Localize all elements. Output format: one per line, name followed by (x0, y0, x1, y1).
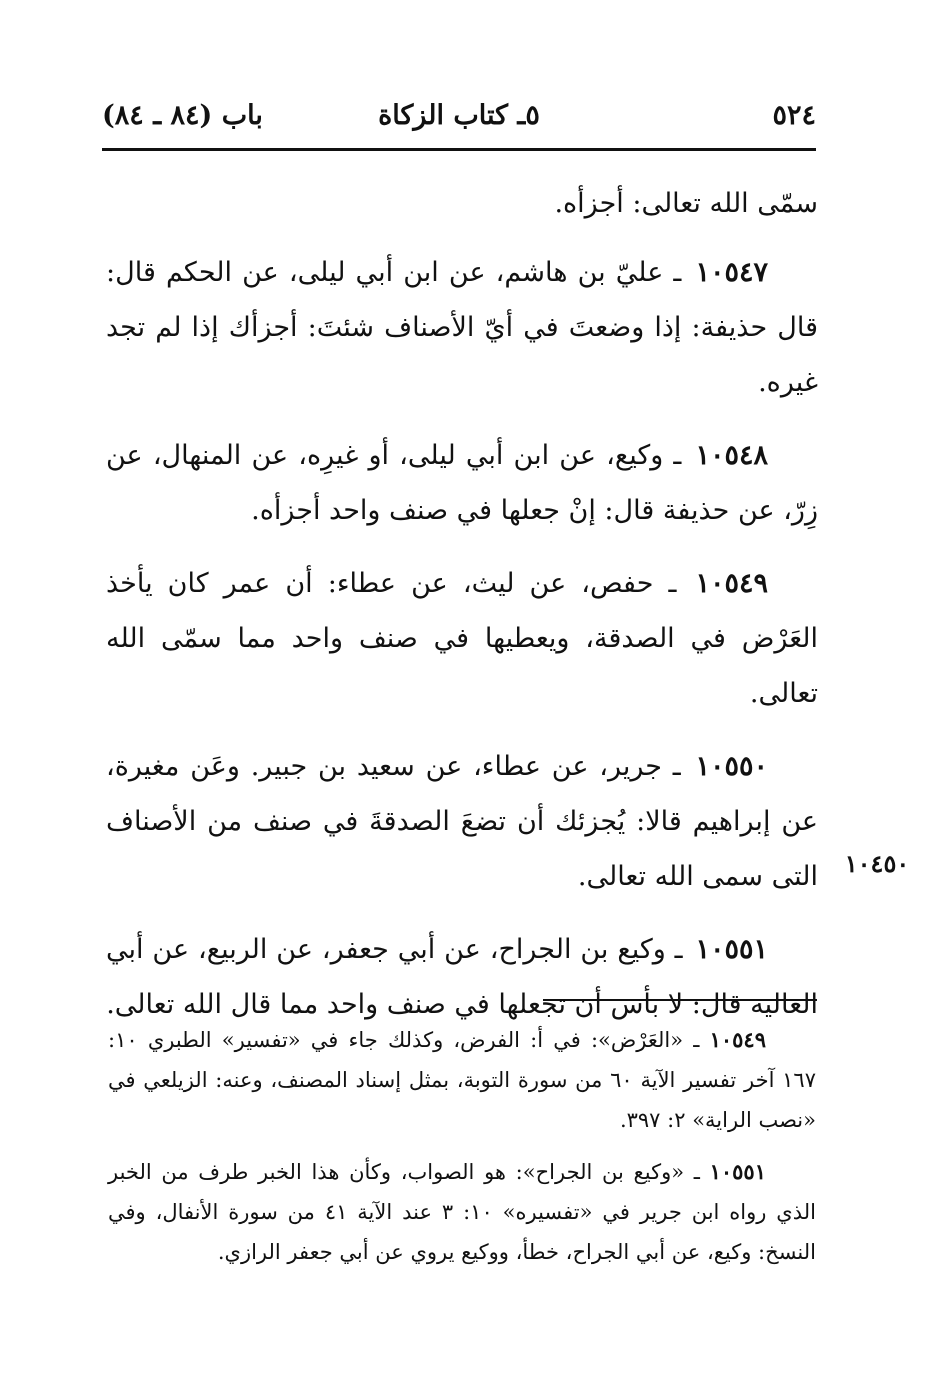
hadith-number: ١٠٥٤٨ (695, 440, 768, 471)
continuation-text: سمّى الله تعالى: أجزأه. (554, 188, 818, 219)
header-rule (102, 148, 816, 151)
hadith-entry (106, 556, 818, 721)
footnote-number: ١٠٥٥١ (709, 1159, 766, 1184)
footnote-number: ١٠٥٤٩ (709, 1027, 766, 1052)
hadith-text: ـ عليّ بن هاشم، عن ابن أبي ليلى، عن الحكم قال: قال حذيفة: إذا وضعتَ في أيّ الأصناف شئتَ: أجزأك إذا لم تجد غيره. (106, 257, 818, 398)
hadith-text: ـ حفص، عن ليث، عن عطاء: أن عمر كان يأخذ العَرْض في الصدقة، ويعطيها في صنف واحد مما سمّى الله تعالى. (106, 568, 818, 709)
hadith-entry (106, 922, 818, 1032)
hadith-text: ـ وكيع، عن ابن أبي ليلى، أو غيرِه، عن المنهال، عن زِرّ، عن حذيفة قال: إنْ جعلها في صنف واحد أجزأه. (106, 440, 818, 526)
chapter-label: باب (٨٤ ـ ٨٤) (102, 100, 263, 131)
hadith-text: ـ وكيع بن الجراح، عن أبي جعفر، عن الربيع، عن أبي العالية قال: لا بأس أن تجعلها في صنف واحد مما قال الله تعالى. (106, 934, 818, 1020)
hadith-number: ١٠٥٥١ (695, 934, 768, 965)
footnote (108, 1152, 816, 1272)
footnote-rule (543, 999, 817, 1001)
footnote (108, 1020, 816, 1140)
margin-reference-number: ١٠٤٥٠ (844, 849, 910, 878)
hadith-entry (106, 739, 818, 904)
hadith-entry (106, 245, 818, 410)
main-text (106, 176, 818, 1050)
hadith-entry (106, 428, 818, 538)
hadith-number: ١٠٥٤٧ (695, 257, 768, 288)
hadith-number: ١٠٥٤٩ (695, 568, 768, 599)
book-title: ٥ـ كتاب الزكاة (378, 100, 540, 131)
running-header (102, 96, 816, 140)
footnote-text: ـ «العَرْض»: في أ: الفرض، وكذلك جاء في «تفسير» الطبري ١٠: ١٦٧ آخر تفسير الآية ٦٠ من سورة التوبة، بمثل إسناد المصنف، وعنه: الزيلعي في «نصب الراية» ٢: ٣٩٧. (108, 1028, 816, 1132)
footnotes (108, 1020, 816, 1284)
hadith-number: ١٠٥٥٠ (695, 751, 768, 782)
footnote-text: ـ «وكيع بن الجراح»: هو الصواب، وكأن هذا الخبر طرف من الخبر الذي رواه ابن جرير في «تفسيره» ١٠: ٣ عند الآية ٤١ من سورة الأنفال، وفي النسخ: وكيع، عن أبي الجراح، خطأ، ووكيع يروي عن أبي جعفر الرازي. (108, 1160, 816, 1264)
page-number: ٥٢٤ (772, 100, 816, 131)
hadith-text: ـ جرير، عن عطاء، عن سعيد بن جبير. وعَن مغيرة، عن إبراهيم قالا: يُجزئك أن تضعَ الصدقةَ في صنف من الأصناف التى سمى الله تعالى. (106, 751, 818, 892)
